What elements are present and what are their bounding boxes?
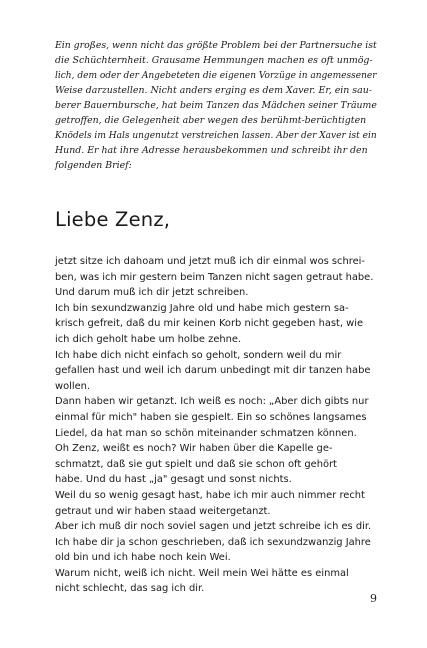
intro-line: folgenden Brief:: [55, 160, 132, 172]
letter-line: jetzt sitze ich dahoam und jetzt muß ich dir einmal wos schrei-: [55, 256, 365, 267]
letter-line: ben, was ich mir gestern beim Tanzen nicht sagen getraut habe.: [55, 271, 374, 283]
intro-line: Hund. Er hat ihre Adresse herausbekommen und schreibt ihr den: [55, 145, 368, 157]
letter-line: ich dich geholt habe um holbe zehne.: [55, 333, 242, 345]
letter-line: Weil du so wenig gesagt hast, habe ich mir auch nimmer recht: [55, 489, 365, 501]
page-number: 9: [370, 592, 377, 605]
letter-line: gefallen hast und weil ich darum unbedingt mit dir tanzen habe: [55, 365, 371, 377]
intro-line: Weise darzustellen. Nicht anders erging es dem Xaver. Er, ein sau-: [55, 85, 372, 97]
letter-salutation: Liebe Zenz,: [55, 208, 171, 231]
letter-line: Aber ich muß dir noch soviel sagen und jetzt schreibe ich es dir.: [55, 521, 372, 533]
letter-line: getraut und wir haben staad weitergetanzt.: [55, 505, 271, 517]
letter-line: Oh Zenz, weißt es noch? Wir haben über die Kapelle ge-: [55, 443, 333, 455]
letter-line: Ich bin sexundzwanzig Jahre old und habe mich gestern sa-: [55, 302, 349, 314]
intro-line: Knödels im Hals ungenutzt verstreichen lassen. Aber der Xaver ist ein: [55, 130, 377, 142]
letter-line: old bin und ich habe noch kein Wei.: [55, 552, 231, 564]
letter-body: [55, 254, 377, 597]
letter-line: krisch gefreit, daß du mir keinen Korb nicht gegeben hast, wie: [55, 318, 364, 330]
letter-line: wollen.: [55, 380, 91, 392]
letter-line: Ich habe dich nicht einfach so geholt, sondern weil du mir: [55, 349, 342, 361]
letter-line: nicht schlecht, das sag ich dir.: [55, 583, 205, 595]
intro-paragraph: [55, 38, 377, 173]
letter-line: Liedel, da hat man so schön miteinander schmatzen können.: [55, 427, 357, 439]
letter-line: Und darum muß ich dir jetzt schreiben.: [55, 287, 249, 299]
letter-line: einmal für mich" haben sie gespielt. Ein so schönes langsames: [55, 411, 367, 423]
letter-line: habe. Und du hast „ja" gesagt und sonst nichts.: [55, 474, 292, 486]
intro-line: lich, dem oder der Angebeteten die eigenen Vorzüge in angemessener: [55, 70, 377, 82]
letter-line: Ich habe dir ja schon geschrieben, daß ich sexundzwanzig Jahre: [55, 536, 371, 548]
letter-line: Dann haben wir getanzt. Ich weiß es noch: „Aber dich gibts nur: [55, 396, 369, 408]
intro-line: Ein großes, wenn nicht das größte Problem bei der Partnersuche ist: [55, 40, 377, 51]
intro-line: berer Bauernbursche, hat beim Tanzen das Mädchen seiner Träume: [55, 100, 377, 112]
intro-line: getroffen, die Gelegenheit aber wegen des berühmt-berüchtigten: [55, 115, 367, 127]
letter-line: Warum nicht, weiß ich nicht. Weil mein Wei hätte es einmal: [55, 567, 349, 579]
letter-line: schmatzt, daß sie gut spielt und daß sie schon oft gehört: [55, 458, 337, 470]
intro-line: die Schüchternheit. Grausame Hemmungen machen es oft unmög-: [55, 55, 373, 67]
